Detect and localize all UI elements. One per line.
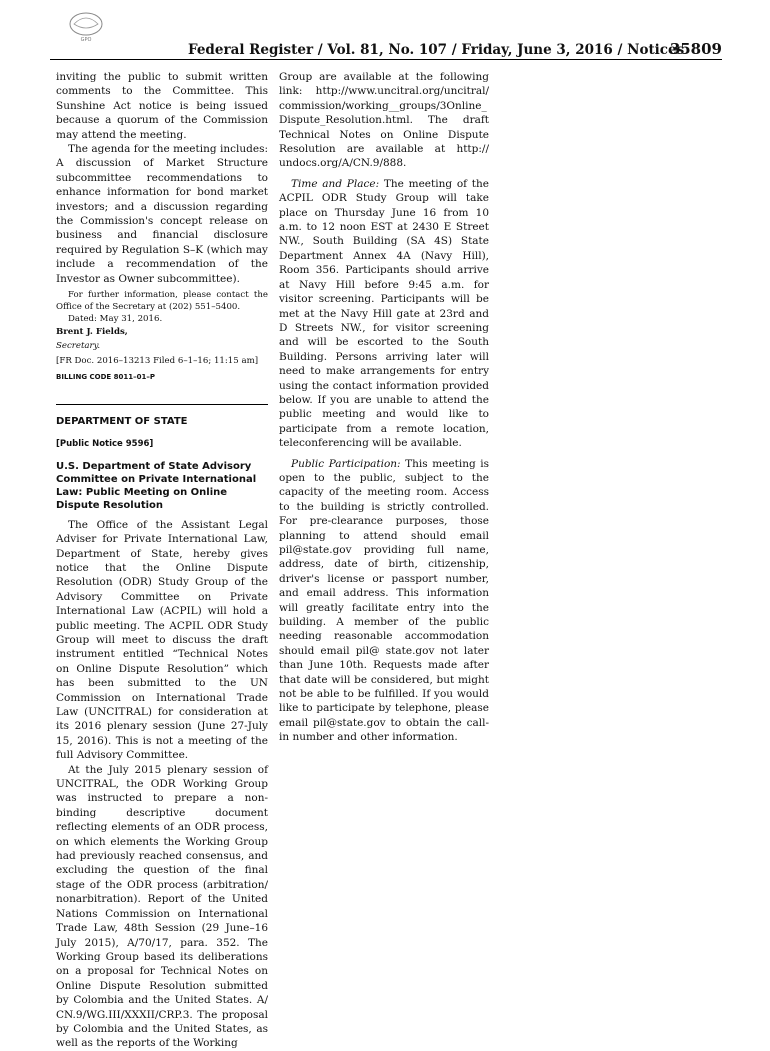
header-rule bbox=[50, 59, 722, 60]
dated-line: Dated: May 31, 2016. bbox=[68, 314, 163, 325]
paragraph bbox=[279, 457, 489, 745]
svg-text:GPO: GPO bbox=[80, 37, 92, 43]
paragraph: At the July 2015 plenary session of UNCITRAL, the ODR Working Group was instructed to prepare a non-binding descriptive document reflecting elements of an ODR process, on which elements the Working Group had previously reached consensus, and excluding the question of the final stage of the ODR process (arbitration/ nonarbitration). Report of the United Nations Commission on International Trade Law, 48th Session (29 June–16 July 2015), A/70/17, para. 352. The Working Group based its deliberations on a proposal for Technical Notes on Online Dispute Resolution submitted by Colombia and the United States. A/ CN.9/WG.III/XXXII/CRP.3. The proposal by Colombia and the United States, as well as the reports of the Working bbox=[56, 763, 268, 1050]
paragraph: The agenda for the meeting includes: A discussion of Market Structure subcommittee recommendations to enhance information for bond market investors; and a discussion regarding the Commission's concept release on business and financial disclosure required by Regulation S–K (which may include a recommendation of the Investor as Owner subcommittee). bbox=[56, 143, 268, 285]
paragraph bbox=[279, 177, 489, 451]
notice-title: U.S. Department of State Advisory Committee on Private International Law: Public Meeting on Online Dispute Resolution bbox=[56, 460, 257, 511]
notice-number: [Public Notice 9596] bbox=[56, 439, 154, 450]
page-header bbox=[50, 39, 722, 59]
signer-name: Brent J. Fields, bbox=[56, 327, 128, 338]
agency-heading: DEPARTMENT OF STATE bbox=[56, 404, 268, 429]
paragraph: Group are available at the following link: http://www.uncitral.org/uncitral/ commission/working__groups/3Online_ Dispute_Resolution.html. The draft Technical Notes on Online Dispute Resolution are available at http:// undocs.org/A/CN.9/888. bbox=[279, 71, 489, 170]
fr-doc-line: [FR Doc. 2016–13213 Filed 6–1–16; 11:15 am] bbox=[56, 355, 259, 366]
paragraph: inviting the public to submit written comments to the Committee. This Sunshine Act notice is being issued because a quorum of the Commission may attend the meeting. bbox=[56, 71, 268, 141]
billing-code: BILLING CODE 8011–01–P bbox=[56, 372, 155, 381]
column-2 bbox=[279, 70, 489, 745]
page-number: 35809 bbox=[669, 40, 722, 58]
column-1 bbox=[56, 70, 268, 1051]
running-header-title: Federal Register / Vol. 81, No. 107 / Friday, June 3, 2016 / Notices bbox=[188, 42, 685, 58]
contact-info: For further information, please contact the Office of the Secretary at (202) 551–5400. bbox=[56, 290, 268, 313]
paragraph-text: This meeting is open to the public, subject to the capacity of the meeting room. Access to the building is strictly controlled. For pre-clearance purposes, those planning to attend should email pil@state.gov providing full name, address, date of birth, citizenship, driver's license or passport number, and email address. This information will greatly facilitate entry into the building. A member of the public needing reasonable accommodation should email pil@ state.gov not later than June 10th. Requests made after that date will be considered, but might not be able to be fulfilled. If you would like to participate by telephone, please email pil@state.gov to obtain the call-in number and other information. bbox=[279, 457, 490, 744]
section-label: Time and Place: bbox=[291, 177, 380, 190]
signer-title: Secretary. bbox=[56, 340, 101, 351]
paragraph-text: The meeting of the ACPIL ODR Study Group will take place on Thursday June 16 from 10 a.m. to 12 noon EST at 2430 E Street NW., South Building (SA 4S) State Department Annex 4A (Navy Hill), Room 356. Participants should arrive at Navy Hill before 9:45 a.m. for visitor screening. Participants will be met at the Navy Hill gate at 23rd and D Streets NW., for visitor screening and will be escorted to the South Building. Persons arriving later will need to make arrangements for entry using the contact information provided below. If you are unable to attend the public meeting and would like to participate from a remote location, teleconferencing will be available. bbox=[279, 177, 489, 450]
section-label: Public Participation: bbox=[291, 457, 401, 470]
paragraph: The Office of the Assistant Legal Adviser for Private International Law, Department of State, hereby gives notice that the Online Dispute Resolution (ODR) Study Group of the Advisory Committee on Private International Law (ACPIL) will hold a public meeting. The ACPIL ODR Study Group will meet to discuss the draft instrument entitled “Technical Notes on Online Dispute Resolution” which has been submitted to the UN Commission on International Trade Law (UNCITRAL) for consideration at its 2016 plenary session (June 27-July 15, 2016). This is not a meeting of the full Advisory Committee. bbox=[56, 518, 268, 762]
